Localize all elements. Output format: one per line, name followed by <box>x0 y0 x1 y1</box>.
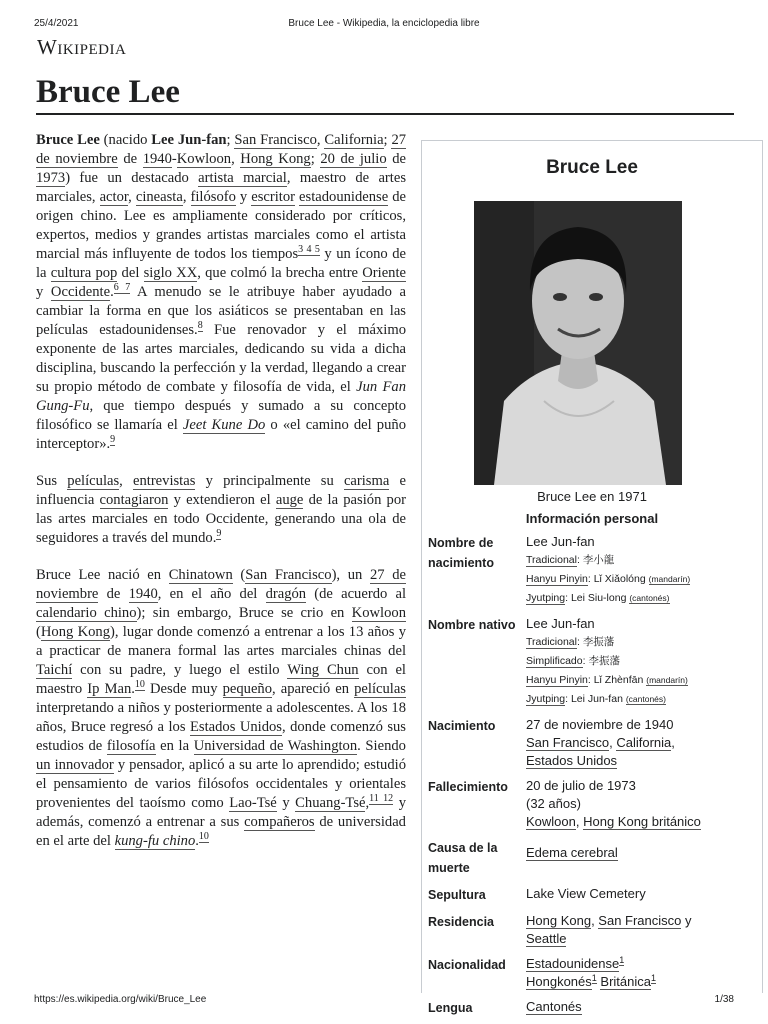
label-birth: Nacimiento <box>428 719 496 733</box>
row-native-name <box>422 613 762 714</box>
link-estadounidense[interactable]: estadounidense <box>299 189 389 205</box>
link-oriente[interactable]: Oriente <box>362 265 406 281</box>
link-companeros[interactable]: compañeros <box>244 814 315 830</box>
link-tradicional[interactable]: Tradicional <box>526 554 577 566</box>
link-hong-kong[interactable]: Hong Kong <box>240 151 311 167</box>
ref-8[interactable]: 8 <box>197 320 203 332</box>
link-peliculas-2[interactable]: películas <box>354 681 406 697</box>
link-san-francisco-2[interactable]: San Francisco <box>245 567 332 583</box>
label-death: Fallecimiento <box>428 780 508 794</box>
link-universidad-washington[interactable]: Universidad de Washington <box>193 738 358 754</box>
value-burial: Lake View Cemetery <box>526 886 646 901</box>
ref-nat-2[interactable]: 1 <box>591 972 597 983</box>
bold-birth-name: Lee Jun-fan <box>151 132 227 148</box>
link-kowloon-2[interactable]: Kowloon <box>351 605 406 621</box>
ref-9[interactable]: 9 <box>110 434 116 446</box>
italic-jun-fan: Jun Fan Gung-Fu <box>36 379 406 414</box>
link-carisma[interactable]: carisma <box>343 473 390 489</box>
paragraph-intro: Bruce Lee (nacido Lee Jun-fan; San Francisco, California; 27 de noviembre de 1940-Kowloon, Hong Kong; 20 de julio de 1973) fue un destacado artista marcial, maestro de artes marciales, actor, cineasta, filósofo y escritor estadounidense de origen chino. Lee es ampliamente considerado por críticos, expertos, medios y grandes artistas marciales como el artista marcial más influyente de todos los tiempos$^{3 4 5}$ y un ícono de la cultura pop del siglo XX, que colmó la brecha entre Oriente y Occidente.$^{6 7}$ A menudo se le atribuye haber ayudado a cambiar la forma en que los asiáticos se presentaban en las películas estadounidenses.$^8$ Fue renovador y el máximo exponente de las artes marciales, dedicando su vida a dicha disciplina, buscando la perfección y la verdad, llegando a crear su propio método de combate y filosofía de vida, el Jun Fan Gung-Fu, que tiempo después y sumado a su concepto filosófico se llamaría el Jeet Kune Do o «el camino del puño interceptor».$^9$ <box>36 132 407 452</box>
link-27-noviembre[interactable]: 27 de noviembre <box>36 132 407 167</box>
link-estados-unidos[interactable]: Estados Unidos <box>189 719 282 735</box>
link-cantones-2[interactable]: (cantonés) <box>625 694 666 704</box>
value-residence: Hong Kong, San Francisco y Seattle <box>526 913 692 946</box>
link-hanyu-pinyin-2[interactable]: Hanyu Pinyin <box>526 674 588 686</box>
link-simplificado[interactable]: Simplificado <box>526 655 583 667</box>
portrait-photo[interactable] <box>474 201 682 485</box>
bold-name: Bruce Lee <box>36 132 100 148</box>
portrait-illustration <box>474 201 682 485</box>
label-burial: Sepultura <box>428 888 486 902</box>
value-birth-name: Lee Jun-fan Tradicional: 李小龍 Hanyu Pinyin: Lǐ Xiǎolóng (mandarín) Jyutping: Lei Siu-long (cantonés) <box>526 534 691 604</box>
link-death-city[interactable]: Kowloon <box>526 814 576 829</box>
link-1940-2[interactable]: 1940 <box>128 586 158 602</box>
link-cantones[interactable]: (cantonés) <box>629 593 670 603</box>
ref-3-4-5[interactable]: 3 4 5 <box>298 244 320 256</box>
link-innovador[interactable]: un innovador <box>36 757 114 773</box>
portrait-caption: Bruce Lee en 1971 <box>537 489 647 504</box>
link-1973[interactable]: 1973 <box>36 170 66 186</box>
link-filosofo[interactable]: filósofo <box>190 189 236 205</box>
link-edema-cerebral[interactable]: Edema cerebral <box>526 845 618 860</box>
link-res-san-francisco[interactable]: San Francisco <box>598 913 682 928</box>
wikipedia-logo[interactable]: Wikipedia <box>37 35 127 59</box>
ref-10[interactable]: 10 <box>134 679 145 691</box>
link-siglo-xx[interactable]: siglo XX <box>143 265 198 281</box>
link-wing-chun[interactable]: Wing Chun <box>287 662 359 678</box>
row-birth-name <box>422 531 762 613</box>
print-page-number: 1/38 <box>714 994 734 1005</box>
link-kung-fu-chino[interactable]: kung-fu chino <box>114 833 196 849</box>
link-occidente[interactable]: Occidente <box>50 284 111 300</box>
link-jeet-kune-do[interactable]: Jeet Kune Do <box>182 417 266 433</box>
paragraph-influence: Sus películas, entrevistas y principalmente su carisma e influencia contagiaron y extendieron el auge de la pasión por las artes marciales en todo Occidente, generando una ola de seguidores a través del mundo.$^9$ <box>36 473 406 546</box>
value-cause <box>526 838 762 878</box>
link-pequeno[interactable]: pequeño <box>222 681 273 697</box>
link-actor[interactable]: actor <box>99 189 129 205</box>
link-birth-state[interactable]: California <box>616 735 672 750</box>
link-lao-tse[interactable]: Lao-Tsé <box>229 795 277 811</box>
value-native-name: Lee Jun-fan Tradicional: 李振藩 Simplificado: 李振藩 Hanyu Pinyin: Lǐ Zhènfān (mandarín) Jyutping: Lei Jun-fan (cantonés) <box>526 616 688 705</box>
link-mandarin-2[interactable]: (mandarín) <box>646 675 688 685</box>
row-cause <box>422 836 762 883</box>
link-calendario-chino[interactable]: calendario chino <box>36 605 137 621</box>
link-death-country[interactable]: Hong Kong británico <box>583 814 701 829</box>
link-taichi[interactable]: Taichí <box>36 662 73 678</box>
link-mandarin[interactable]: (mandarín) <box>648 574 691 584</box>
link-birth-city[interactable]: San Francisco <box>526 735 610 750</box>
value-nationality <box>526 955 762 991</box>
link-chinatown[interactable]: Chinatown <box>168 567 233 583</box>
infobox-title: Bruce Lee <box>546 157 638 178</box>
page-title: Bruce Lee <box>36 74 180 110</box>
value-birth: 27 de noviembre de 1940 San Francisco, California, Estados Unidos <box>526 717 675 768</box>
value-death: 20 de julio de 1973 (32 años) Kowloon, Hong Kong británico <box>526 778 701 829</box>
section-personal-info: Información personal <box>525 511 659 526</box>
link-jyutping[interactable]: Jyutping <box>526 592 566 604</box>
label-residence: Residencia <box>428 915 495 929</box>
link-cineasta[interactable]: cineasta <box>135 189 183 205</box>
row-language <box>422 996 762 1023</box>
link-tradicional-2[interactable]: Tradicional <box>526 636 577 648</box>
link-hong-kong-2[interactable]: Hong Kong <box>40 624 111 640</box>
label-language: Lengua <box>428 1001 473 1015</box>
link-artista-marcial[interactable]: artista marcial <box>198 170 287 186</box>
link-peliculas[interactable]: películas <box>67 473 120 489</box>
article-body <box>36 131 406 869</box>
link-california[interactable]: California <box>324 132 384 148</box>
print-url: https://es.wikipedia.org/wiki/Bruce_Lee <box>34 994 207 1005</box>
link-jyutping-2[interactable]: Jyutping <box>526 693 566 705</box>
link-27-noviembre-2[interactable]: 27 de noviembre <box>36 567 406 602</box>
link-cultura-pop[interactable]: cultura pop <box>50 265 118 281</box>
link-filosofia[interactable]: filosofía <box>106 738 156 754</box>
ref-9b[interactable]: 9 <box>216 528 222 540</box>
link-hanyu-pinyin[interactable]: Hanyu Pinyin <box>526 573 588 585</box>
row-death <box>422 775 762 836</box>
row-burial <box>422 883 762 910</box>
row-birth <box>422 714 762 775</box>
label-birth-name: Nombre de nacimiento <box>428 536 494 570</box>
paragraph-early-life: Bruce Lee nació en Chinatown (San Francisco), un 27 de noviembre de 1940, en el año del dragón (de acuerdo al calendario chino); sin embargo, Bruce se crio en Kowloon (Hong Kong), lugar donde comenzó a entrenar a los 13 años y a practicar de manera formal las artes marciales chinas del Taichí con su padre, y luego el estilo Wing Chun con el maestro Ip Man.$^{10}$ Desde muy pequeño, apareció en películas interpretando a niños y posteriormente a adolescentes. A los 18 años, Bruce regresó a los Estados Unidos, donde comenzó sus estudios de filosofía en la Universidad de Washington. Siendo un innovador y pensador, aplicó a su arte lo aprendido; estudió el pensamiento de varios filósofos occidentales y orientales provenientes del taoísmo como Lao-Tsé y Chuang-Tsé,$^{11 12}$ y además, comenzó a entrenar a sus compañeros de universidad en el arte del kung-fu chino.$^{10}$ <box>36 567 407 849</box>
link-san-francisco[interactable]: San Francisco <box>234 132 317 148</box>
link-entrevistas[interactable]: entrevistas <box>132 473 196 489</box>
link-contagiaron[interactable]: contagiaron <box>99 492 169 508</box>
ref-11-12[interactable]: 11 12 <box>369 793 394 805</box>
link-chuang-tse[interactable]: Chuang-Tsé <box>295 795 366 811</box>
label-nationality: Nacionalidad <box>428 958 506 972</box>
row-residence <box>422 910 762 953</box>
label-native-name: Nombre nativo <box>428 618 516 632</box>
link-britanica[interactable]: Británica <box>600 974 651 989</box>
label-cause: Causa de la muerte <box>428 841 498 875</box>
title-divider <box>36 113 734 115</box>
print-date: 25/4/2021 <box>34 18 79 29</box>
ref-10b[interactable]: 10 <box>198 831 209 843</box>
link-ip-man[interactable]: Ip Man <box>87 681 132 697</box>
link-birth-country[interactable]: Estados Unidos <box>526 753 618 768</box>
link-res-seattle[interactable]: Seattle <box>526 931 567 946</box>
link-hongkones[interactable]: Hongkonés <box>526 974 592 989</box>
print-doc-title: Bruce Lee - Wikipedia, la enciclopedia libre <box>288 18 480 29</box>
link-kowloon[interactable]: Kowloon <box>176 151 232 167</box>
ref-nat-1[interactable]: 1 <box>619 954 625 965</box>
link-res-hong-kong[interactable]: Hong Kong <box>526 913 592 928</box>
ref-6-7[interactable]: 6 7 <box>113 282 131 294</box>
link-dragon[interactable]: dragón <box>265 586 307 602</box>
link-1940[interactable]: 1940 <box>142 151 172 167</box>
link-20-julio[interactable]: 20 de julio <box>320 151 387 167</box>
link-cantones-lang[interactable]: Cantonés <box>526 999 582 1014</box>
link-auge[interactable]: auge <box>275 492 304 508</box>
link-estadounidense-2[interactable]: Estadounidense <box>526 956 620 971</box>
link-escritor[interactable]: escritor <box>251 189 296 205</box>
ref-nat-3[interactable]: 1 <box>651 972 657 983</box>
row-nationality <box>422 953 762 996</box>
